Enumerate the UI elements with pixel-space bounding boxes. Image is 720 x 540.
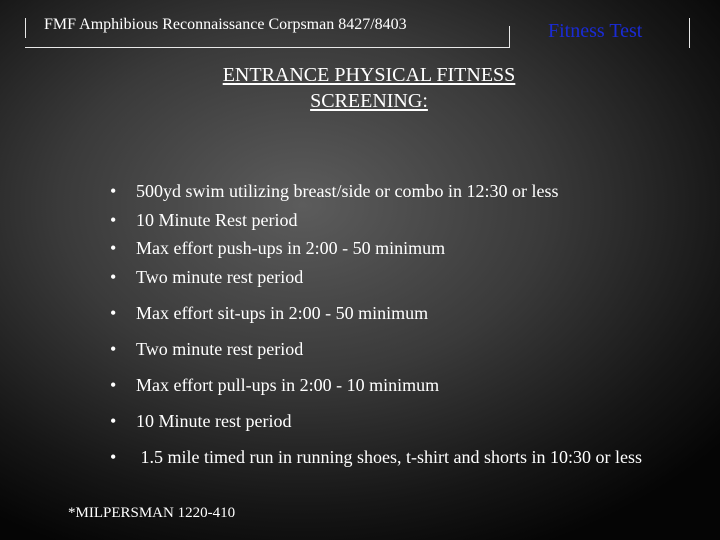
list-item-text: 10 Minute rest period bbox=[136, 411, 292, 431]
course-title: FMF Amphibious Reconnaissance Corpsman 8427/8403 bbox=[44, 16, 407, 33]
slide-title-line-2: SCREENING: bbox=[310, 90, 428, 112]
slide-title bbox=[140, 62, 598, 114]
list-item bbox=[110, 301, 670, 325]
list-item bbox=[110, 179, 670, 203]
list-item bbox=[110, 236, 670, 260]
bullet-icon: • bbox=[110, 238, 117, 258]
bullet-icon: • bbox=[110, 303, 117, 323]
list-item-text: Max effort sit-ups in 2:00 - 50 minimum bbox=[136, 303, 429, 323]
header-divider-right bbox=[689, 18, 690, 48]
list-item-text: Two minute rest period bbox=[136, 339, 304, 359]
list-item bbox=[110, 265, 670, 289]
header-divider-left bbox=[25, 18, 26, 38]
slide-title-line-1: ENTRANCE PHYSICAL FITNESS bbox=[222, 64, 516, 86]
list-item-text: Max effort push-ups in 2:00 - 50 minimum bbox=[136, 238, 446, 258]
footnote: *MILPERSMAN 1220-410 bbox=[68, 505, 236, 521]
list-item bbox=[110, 409, 670, 433]
bullet-icon: • bbox=[110, 411, 117, 431]
bullet-icon: • bbox=[110, 210, 117, 230]
list-item-text: Two minute rest period bbox=[136, 267, 304, 287]
section-title: Fitness Test bbox=[548, 20, 643, 42]
bullet-icon: • bbox=[110, 339, 117, 359]
header-divider-middle bbox=[509, 26, 510, 48]
bullet-icon: • bbox=[110, 181, 117, 201]
list-item-text: 500yd swim utilizing breast/side or combo in 12:30 or less bbox=[136, 181, 559, 201]
bullet-icon: • bbox=[110, 267, 117, 287]
list-item bbox=[110, 208, 670, 232]
list-item bbox=[110, 373, 670, 397]
list-item-text: 1.5 mile timed run in running shoes, t-shirt and shorts in 10:30 or less bbox=[136, 447, 642, 467]
list-item-text: Max effort pull-ups in 2:00 - 10 minimum bbox=[136, 375, 440, 395]
bullet-icon: • bbox=[110, 447, 117, 467]
bullet-icon: • bbox=[110, 375, 117, 395]
list-item bbox=[110, 445, 650, 469]
list-item bbox=[110, 337, 670, 361]
list-item-text: 10 Minute Rest period bbox=[136, 210, 298, 230]
header-divider-bottom bbox=[25, 47, 509, 48]
